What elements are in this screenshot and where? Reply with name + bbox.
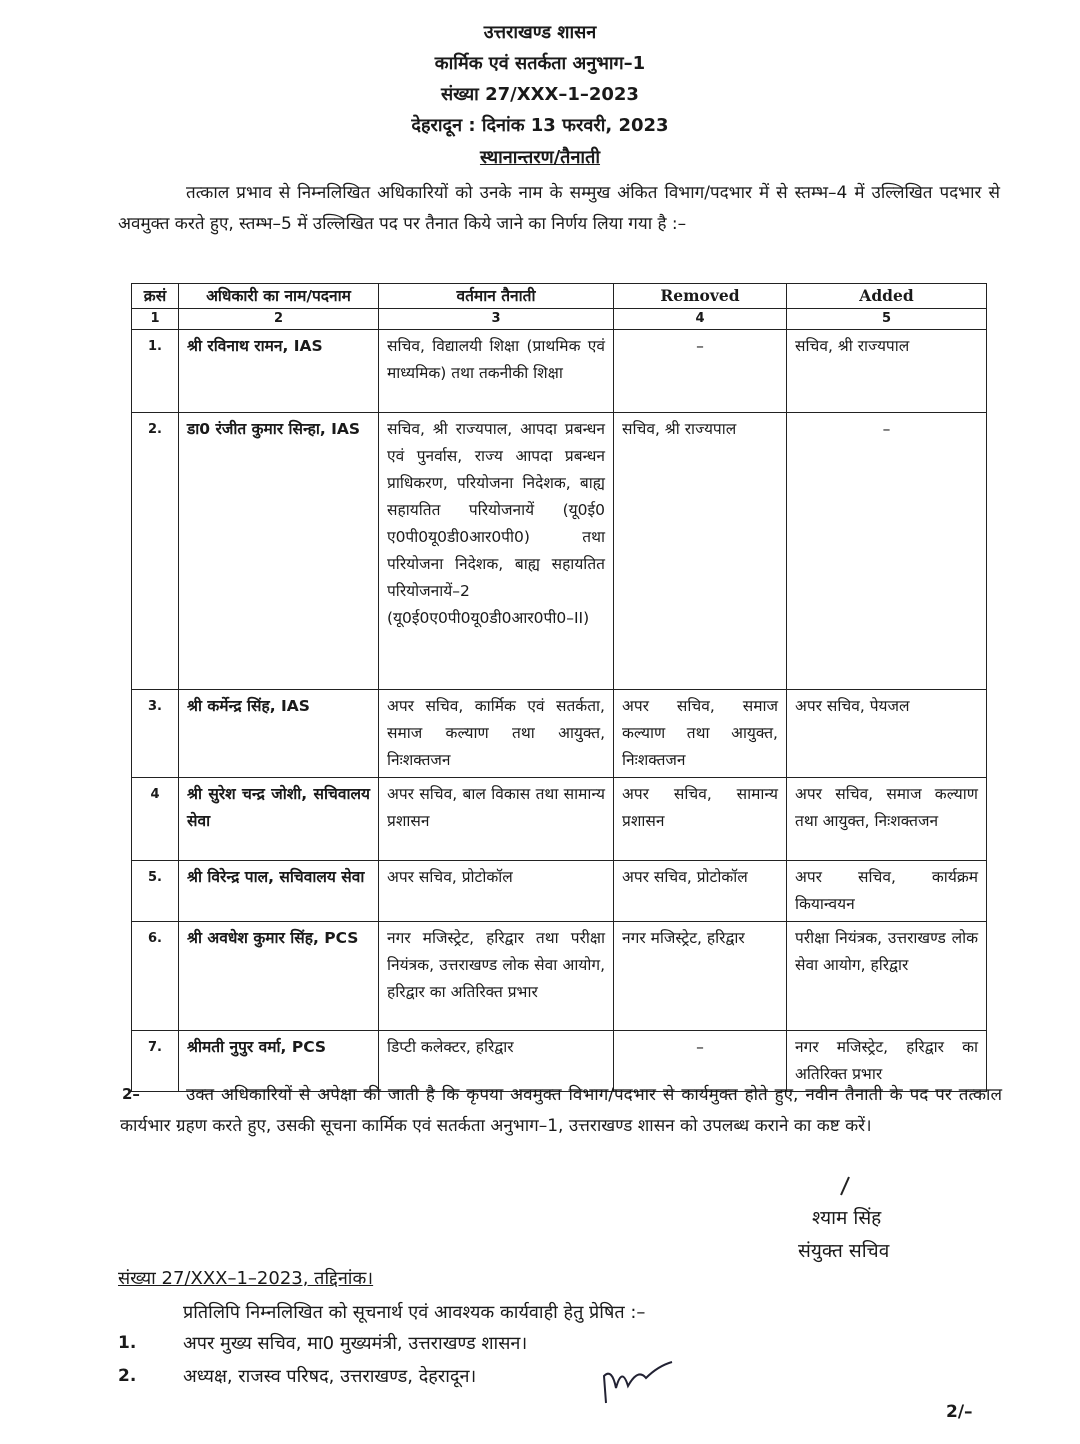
para2-number: 2– — [122, 1085, 140, 1103]
col-number: 3 — [379, 309, 614, 330]
added-post: सचिव, श्री राज्यपाल — [787, 330, 987, 413]
govt-name: उत्तराखण्ड शासन — [483, 22, 597, 43]
transfer-table — [131, 283, 987, 1092]
order-date: देहरादून : दिनांक 13 फरवरी, 2023 — [411, 115, 669, 136]
removed-post: सचिव, श्री राज्यपाल — [614, 413, 787, 690]
department: कार्मिक एवं सतर्कता अनुभाग–1 — [434, 53, 646, 74]
table-row — [132, 413, 987, 690]
officer-name: श्री अवधेश कुमार सिंह, PCS — [179, 922, 379, 1031]
serial-number: 1. — [132, 330, 179, 413]
col-number: 5 — [787, 309, 987, 330]
copy-item: अपर मुख्य सचिव, मा0 मुख्यमंत्री, उत्तराखण्ड शासन। — [183, 1333, 528, 1354]
para2: उक्त अधिकारियों से अपेक्षा की जाती है कि कृपया अवमुक्त विभाग/पदभार से कार्यमुक्त होते हुए, नवीन तैनाती के पद पर तत्काल कार्यभार ग्रहण करते हुए, उसकी सूचना कार्मिक एवं सतर्कता अनुभाग–1, उत्तराखण्ड शासन को उपलब्ध कराने का कष्ट करें। — [120, 1085, 1002, 1136]
removed-post: अपर सचिव, प्रोटोकॉल — [614, 861, 787, 922]
officer-name: डा0 रंजीत कुमार सिन्हा, IAS — [179, 413, 379, 690]
serial-number: 7. — [132, 1031, 179, 1092]
copy-item: अध्यक्ष, राजस्व परिषद, उत्तराखण्ड, देहरादून। — [183, 1366, 477, 1387]
signature-mark — [835, 1175, 855, 1199]
table-row — [132, 922, 987, 1031]
serial-number: 5. — [132, 861, 179, 922]
current-posting: अपर सचिव, प्रोटोकॉल — [379, 861, 614, 922]
officer-name: श्रीमती नुपुर वर्मा, PCS — [179, 1031, 379, 1092]
officer-name: श्री रविनाथ रामन, IAS — [179, 330, 379, 413]
added-post: अपर सचिव, पेयजल — [787, 690, 987, 778]
subject: स्थानान्तरण/तैनाती — [479, 147, 601, 168]
added-post: परीक्षा नियंत्रक, उत्तराखण्ड लोक सेवा आयोग, हरिद्वार — [787, 922, 987, 1031]
header-sn: क्रसं — [132, 284, 179, 309]
added-post: अपर सचिव, समाज कल्याण तथा आयुक्त, निःशक्तजन — [787, 778, 987, 861]
col-number: 4 — [614, 309, 787, 330]
removed-post: अपर सचिव, समाज कल्याण तथा आयुक्त, निःशक्तजन — [614, 690, 787, 778]
serial-number: 2. — [132, 413, 179, 690]
current-posting: सचिव, श्री राज्यपाल, आपदा प्रबन्धन एवं पुनर्वास, राज्य आपदा प्रबन्धन प्राधिकरण, परियोजना निदेशक, बाह्य सहायतित परियोजनायें (यू0ई0 ए0पी0यू0डी0आर0पी0) तथा परियोजना निदेशक, बाह्य सहायतित परियोजनायें–2 (यू0ई0ए0पी0यू0डी0आर0पी0–II) — [379, 413, 614, 690]
officer-name: श्री सुरेश चन्द्र जोशी, सचिवालय सेवा — [179, 778, 379, 861]
added-post: अपर सचिव, कार्यक्रम कियान्वयन — [787, 861, 987, 922]
officer-name: श्री विरेन्द्र पाल, सचिवालय सेवा — [179, 861, 379, 922]
header-added: Added — [787, 284, 987, 309]
removed-post: – — [614, 330, 787, 413]
col-number: 1 — [132, 309, 179, 330]
table-row — [132, 330, 987, 413]
officer-name: श्री कर्मेन्द्र सिंह, IAS — [179, 690, 379, 778]
table-row — [132, 861, 987, 922]
header-removed: Removed — [614, 284, 787, 309]
serial-number: 6. — [132, 922, 179, 1031]
current-posting: अपर सचिव, बाल विकास तथा सामान्य प्रशासन — [379, 778, 614, 861]
table-row — [132, 690, 987, 778]
copy-item-num: 1. — [118, 1333, 137, 1353]
current-posting: डिप्टी कलेक्टर, हरिद्वार — [379, 1031, 614, 1092]
serial-number: 3. — [132, 690, 179, 778]
intro-paragraph: तत्काल प्रभाव से निम्नलिखित अधिकारियों को उनके नाम के सम्मुख अंकित विभाग/पदभार में से स्तम्भ–4 में उल्लिखित पदभार से अवमुक्त करते हुए, स्तम्भ–5 में उल्लिखित पद पर तैनात किये जाने का निर्णय लिया गया है :– — [118, 183, 1000, 234]
copy-ref: संख्या 27/XXX–1–2023, तद्दिनांक। — [118, 1268, 374, 1289]
signatory-name: श्याम सिंह — [812, 1207, 882, 1229]
copy-intro: प्रतिलिपि निम्नलिखित को सूचनार्थ एवं आवश्यक कार्यवाही हेतु प्रेषित :– — [183, 1302, 646, 1323]
header-current: वर्तमान तैनाती — [379, 284, 614, 309]
col-number: 2 — [179, 309, 379, 330]
current-posting: अपर सचिव, कार्मिक एवं सतर्कता, समाज कल्याण तथा आयुक्त, निःशक्तजन — [379, 690, 614, 778]
added-post: नगर मजिस्ट्रेट, हरिद्वार का अतिरिक्त प्रभार — [787, 1031, 987, 1092]
header-name: अधिकारी का नाम/पदनाम — [179, 284, 379, 309]
removed-post: नगर मजिस्ट्रेट, हरिद्वार — [614, 922, 787, 1031]
signatory-designation: संयुक्त सचिव — [798, 1240, 890, 1262]
order-number: संख्या 27/XXX–1–2023 — [441, 84, 639, 105]
copy-item-num: 2. — [118, 1366, 137, 1386]
initials-signature — [598, 1358, 678, 1408]
added-post: – — [787, 413, 987, 690]
table-row — [132, 778, 987, 861]
serial-number: 4 — [132, 778, 179, 861]
removed-post: – — [614, 1031, 787, 1092]
current-posting: सचिव, विद्यालयी शिक्षा (प्राथमिक एवं माध्यमिक) तथा तकनीकी शिक्षा — [379, 330, 614, 413]
next-page: 2/– — [946, 1402, 973, 1422]
current-posting: नगर मजिस्ट्रेट, हरिद्वार तथा परीक्षा नियंत्रक, उत्तराखण्ड लोक सेवा आयोग, हरिद्वार का अतिरिक्त प्रभार — [379, 922, 614, 1031]
removed-post: अपर सचिव, सामान्य प्रशासन — [614, 778, 787, 861]
